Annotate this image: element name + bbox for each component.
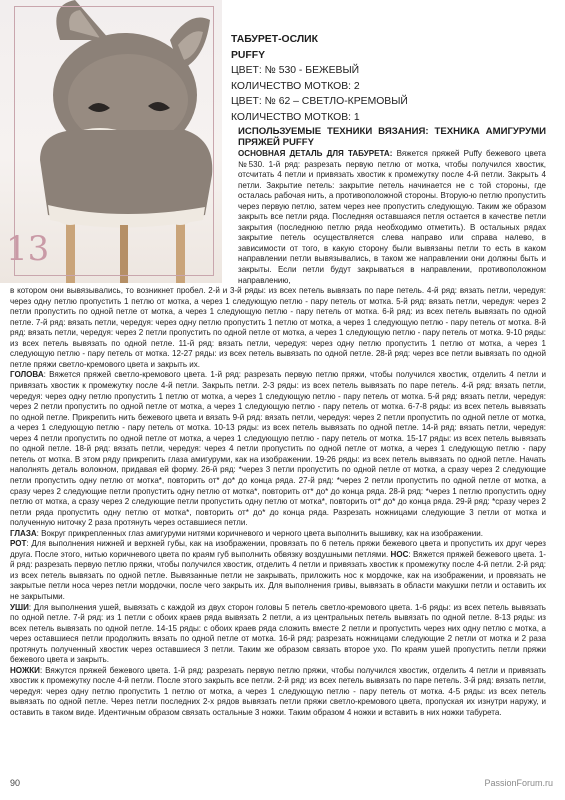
section-legs bbox=[10, 666, 546, 719]
section-label: ГЛАЗА bbox=[10, 528, 37, 538]
section-mouth-nose bbox=[10, 539, 546, 602]
color-line-2: ЦВЕТ: № 62 – СВЕТЛО-КРЕМОВЫЙ bbox=[231, 96, 408, 108]
skeins-line-2: КОЛИЧЕСТВО МОТКОВ: 1 bbox=[231, 111, 360, 123]
section-text: : Вокруг прикрепленных глаз амигуруми нитями коричневого и черного цвета выполнить вышивку, как на изображении. bbox=[36, 528, 483, 538]
main-detail-label: ОСНОВНАЯ ДЕТАЛЬ ДЛЯ ТАБУРЕТА: bbox=[238, 149, 393, 158]
section-text: : Вяжется пряжей бежевого цвета. 1-й ряд: разрезать первую петлю пряжи, чтобы получился хвостик, отделить 4 петли и привязать хвостик к промежутку после 4-й петли. 2-й ряд: из всех петель вывязать по одной петле. Вывязанные петли не закрывать, приложить нос к мордочке, как на изображении, и провязать не закрытые петли носа через петли мордочки, после чего закрыть их. Для выполнения гривы, вывязать в области макушки петли и оставить их не закрытыми. bbox=[10, 549, 546, 601]
main-detail-text: Вяжется пряжей Puffy бежевого цвета №530. 1-й ряд: разрезать первую петлю от мотка, чтобы получился хвостик, отсчитать 4 петли и привязать хвостик к промежутку после 4-й петли. Закрыть 4 петли. Закрытие петель: закрытие петель начинается не с той стороны, где осталась рабочая нить, а противоположной стороны. Вторую-ю петлю пропустить через первую петлю, затем через нее пропустить следующую. Таким же образом закрыть все петли ряда. Последняя оставшаяся петля остается в качестве петли закрытия (последнюю петлю ряда необходимо отметить). В остальных рядах закрытие петель осуществляется слева направо или справа налево, в зависимости от того, в какую сторону были вывязаны петли то есть в каком направлении петли вывязывались, в таком же направлении они должны быть и закрыты. Если петли будут закрываться в направлении, противоположном направлению, bbox=[238, 149, 546, 285]
section-label: НОЖКИ bbox=[10, 665, 40, 675]
techniques-heading: ИСПОЛЬЗУЕМЫЕ ТЕХНИКИ ВЯЗАНИЯ: ТЕХНИКА АМИГУРУМИ ПРЯЖЕЙ PUFFY bbox=[238, 126, 546, 148]
pattern-number: 13 bbox=[6, 229, 50, 269]
skeins-line-1: КОЛИЧЕСТВО МОТКОВ: 2 bbox=[231, 80, 360, 92]
pattern-title: ТАБУРЕТ-ОСЛИК bbox=[231, 34, 318, 45]
section-text: : Для выполнения ушей, вывязать с каждой из двух сторон головы 5 петель светло-кремового цвета. 1-6 ряды: из всех петель вывязать по одной петле. 7-й ряд: из 1 петли с обоих краев ряда вывязать 2 петли, а из центральных петель вывязать по одной петле. 8-13 ряды: из всех петель вывязать по одной петле. 14-15 ряды: с обоих краев ряда сложить вместе 2 петли и пропустить через них одну петлю с мотка, а через оставшиеся петли продолжить вязать по одной петле от мотка. 16-й ряд: разрезать ножницами следующие 2 петли от мотка и 2 раза протянуть полученный хвостик через оставшиеся 3 петли. Таким же образом связать второе ухо. По краям ушей пропустить петли пряжи бежевого цвета и закрыть. bbox=[10, 602, 546, 665]
section-text: : Вяжутся пряжей бежевого цвета. 1-й ряд: разрезать первую петлю пряжи, чтобы получился хвостик, отделить 4 петли и привязать хвостик к промежутку после 4-й петли. После этого закрыть все петли. 2-й ряд: из всех петель вывязать по паре петель. 3-й ряд: вязать петли, чередуя: через одну петлю пропустить 1 петлю от мотка, а через 1 следующую петлю - пару петель от мотка. 4-5 ряды: из всех петель вывязать по одной петле. Через петли последних 2-х рядов вывязать петли пряжи светло-кремового цвета, пропуская их изнутри наружу, и оставить в таком виде. Идентичным образом связать остальные 3 ножки. Таким образом 4 ножки и вставить в них ножки табурета. bbox=[10, 665, 546, 717]
section-text: : Для выполнения нижней и верхней губы, как на изображении, провязать по 6 петель пряжи бежевого цвета и пропустить их друг через друга. После этого, нитью коричневого цвета по краям губ выполнить обвязку воздушными петлями. bbox=[10, 539, 546, 559]
section-label: УШИ bbox=[10, 602, 29, 612]
color-line-1: ЦВЕТ: № 530 - БЕЖЕВЫЙ bbox=[231, 65, 360, 77]
pattern-instructions bbox=[10, 126, 546, 719]
section-label: ГОЛОВА bbox=[10, 370, 44, 380]
section-label: НОС bbox=[390, 549, 409, 559]
section-label: РОТ bbox=[10, 539, 27, 549]
main-detail-continuation: в котором они вывязывались, то возникнет пробел. 2-й и 3-й ряды: из всех петель вывязать по паре петель. 4-й ряд: вязать петли, чередуя: через одну петлю пропустить 1 петлю от мотка, а через 1 следующую петлю - пару петель от мотка. 5-й ряд: вязать петли, чередуя: через 2 петли пропустить по одной петле от мотка, а через 1 следующую петлю - пару петель от мотка. 6-й ряд: из всех петель вывязать по одной петле. 7-й ряд: вязать петли, чередуя: через одну петлю пропустить 1 петлю от мотка, а через 1 следующую петлю - пару петель от мотка. 8-й ряд: вязать петли, чередуя: через 2 петли пропустить по одной петле от мотка, а через 1 следующую петлю - пару петель от мотка. 9-10 ряды: из всех петель вывязать по одной петле. 11-й ряд: вязать петли, чередуя: через одну петлю пропустить 1 петлю от мотка, а через 1 следующую петлю - пару петель от мотка. 12-27 ряды: из всех петель вывязать по одной петле. 28-й ряд: через все петли вывязать по одной петле пряжи светло-кремового цвета и закрыть их. bbox=[10, 286, 546, 369]
section-eyes bbox=[10, 529, 546, 540]
main-detail-paragraph bbox=[238, 149, 546, 286]
section-ears bbox=[10, 603, 546, 666]
yarn-brand: PUFFY bbox=[231, 49, 266, 61]
main-detail-column bbox=[238, 126, 546, 286]
page-number: 90 bbox=[10, 778, 21, 788]
pattern-header bbox=[231, 32, 541, 126]
section-head bbox=[10, 370, 546, 528]
section-text: : Вяжется пряжей светло-кремового цвета. 1-й ряд: разрезать первую петлю пряжи, чтобы получился хвостик, отделить 4 петли и привязать хвостик к промежутку после 4-й петли. Закрыть петли. 2-3 ряды: из всех петель вывязать по паре петель. 4-й ряд: вязать петли, чередуя: через одну петлю пропустить 1 петлю от мотка, а через 1 следующую петлю - пару петель от мотка. 5-й ряд: вязать петли, чередуя: через 2 петли пропустить по одной петле от мотка, а через 1 следующую петлю - пару петель от мотка. 6-7-8 ряды: из всех петель вывязать по одной петле. Прикрепить нить бежевого цвета и вязать 9-й ряд: вязать петли, чередуя: через 2 петли пропустить по одной петле от мотка, а через 1 следующую петлю - пару петель от мотка. 10-13 ряды: из всех петель вывязать по одной петле. 14-й ряд: вязать петли, чередуя: через 4 петли пропустить по одной петле от мотка, а через 1 следующую петлю - пару петель от мотка. 15-17 ряды: из всех петель вывязать по одной петле. 18-й ряд: вязать петли, чередуя: через 4 петли пропустить по одной петле от мотка, а через 1 следующую петлю - пару петель от мотка. В этом ряду прикрепить глаза амигуруми, как на изображении. 19-26 ряды: из всех петель вывязать по одной петле. Начать наполнять деталь волокном, придавая ей форму. 26-й ряд: *через 3 петли пропустить по одной петле от мотка, а сразу через 2 следующие петли пропустить одну петлю от мотка*, повторить от* до* до конца ряда. 27-й ряд: *через 2 петли пропустить по одной петле от мотка, а сразу через 2 следующие петли пропустить одну петлю от мотка*, повторить от* до* до конца ряда. 28-й ряд: *через 1 петлю пропустить одну петлю от мотка, а сразу через 2 следующие петли пропустить одну петлю от мотка*, повторить от* до* до конца ряда. 29-й ряд: *сразу через 2 петли ряда пропустить одну петлю от мотка*, повторить от* до* до конца ряда. Разрезать ножницами следующие 3 петли от мотка и полученную ниточку 2 раза протянуть через оставшиеся петли. bbox=[10, 370, 546, 528]
watermark: PassionForum.ru bbox=[484, 778, 553, 788]
